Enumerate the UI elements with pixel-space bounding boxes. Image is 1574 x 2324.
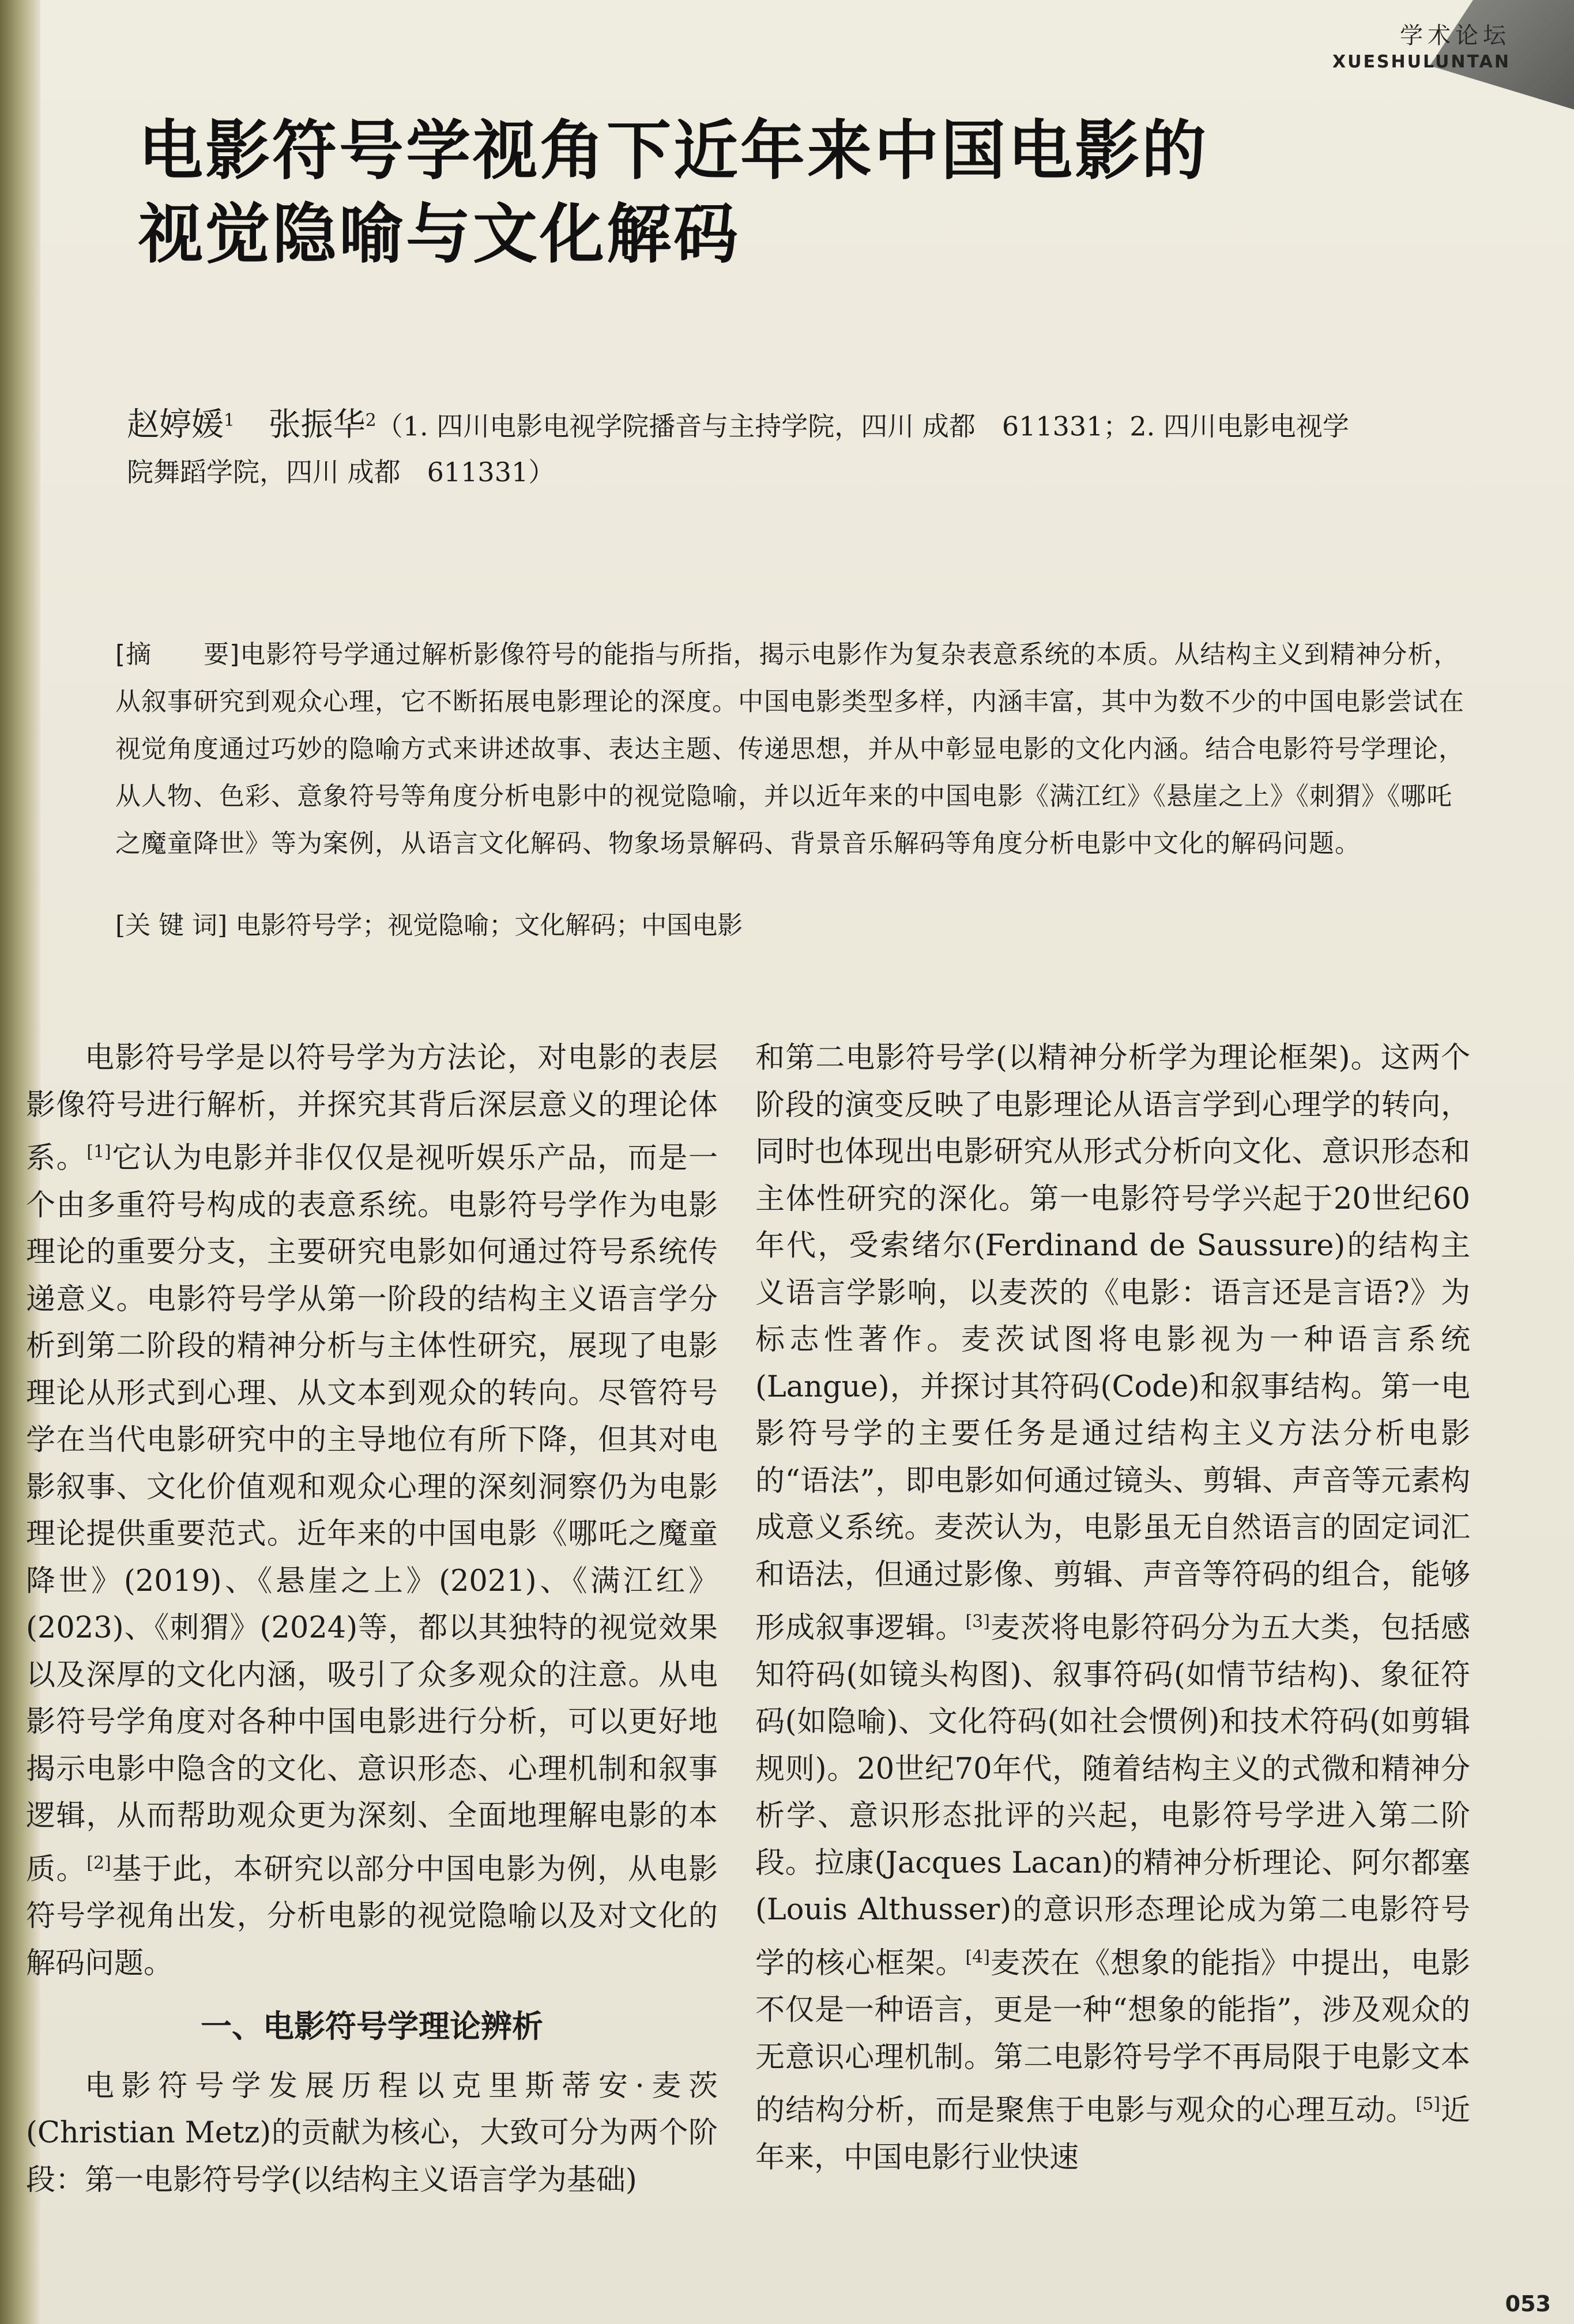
citation-1: [1] (86, 1142, 111, 1162)
citation-3: [3] (965, 1612, 990, 1632)
citation-4: [4] (965, 1946, 990, 1967)
section-heading-1: 一、电影符号学理论辨析 (201, 2008, 543, 2044)
body-column-left (26, 1035, 718, 2204)
paragraph-text: 近年来，中国电影行业快速 (755, 2093, 1470, 2175)
paragraph-text: 和第二电影符号学(以精神分析学为理论框架)。这两个阶段的演变反映了电影理论从语言学到心理学的转向，同时也体现出电影研究从形式分析向文化、意识形态和主体性研究的深化。第一电影符号学兴起于20世纪60年代，受索绪尔(Ferdinand de Saussure)的结构主义语言学影响，以麦茨的《电影：语言还是言语?》为标志性著作。麦茨试图将电影视为一种语言系统(Langue)，并探讨其符码(Code)和叙事结构。第一电影符号学的主要任务是通过结构主义方法分析电影的“语法”，即电影如何通过镜头、剪辑、声音等元素构成意义系统。麦茨认为，电影虽无自然语言的固定词汇和语法，但通过影像、剪辑、声音等符码的组合，能够形成叙事逻辑。 (755, 1041, 1470, 1645)
article-title (138, 110, 1407, 277)
paragraph-continued (755, 1035, 1470, 2181)
affiliation-line-1: （1. 四川电影电视学院播音与主持学院，四川 成都 611331；2. 四川电影电视学 (376, 410, 1349, 442)
paragraph-text: 基于此，本研究以部分中国电影为例，从电影符号学视角出发，分析电影的视觉隐喻以及对文化的解码问题。 (26, 1852, 718, 1980)
title-line-2: 视觉隐喻与文化解码 (138, 197, 740, 272)
author-1: 赵婷媛 (127, 406, 224, 444)
keywords (115, 902, 1464, 949)
keywords-text: 电影符号学；视觉隐喻；文化解码；中国电影 (235, 911, 743, 940)
keywords-label: [关 键 词] (115, 911, 228, 940)
page-number: 053 (1505, 2291, 1551, 2317)
paragraph-metz: 电影符号学发展历程以克里斯蒂安·麦茨(Christian Metz)的贡献为核心，大致可分为两个阶段：第一电影符号学(以结构主义语言学为基础) (26, 2069, 718, 2197)
author-2: 张振华 (268, 406, 366, 444)
title-line-1: 电影符号学视角下近年来中国电影的 (138, 114, 1208, 188)
author-1-sup: 1 (224, 410, 235, 431)
author-2-sup: 2 (365, 410, 376, 431)
abstract-text: 电影符号学通过解析影像符号的能指与所指，揭示电影作为复杂表意系统的本质。从结构主义到精神分析，从叙事研究到观众心理，它不断拓展电影理论的深度。中国电影类型多样，内涵丰富，其中为数不少的中国电影尝试在视觉角度通过巧妙的隐喻方式来讲述故事、表达主题、传递思想，并从中彰显电影的文化内涵。结合电影符号学理论，从人物、色彩、意象符号等角度分析电影中的视觉隐喻，并以近年来的中国电影《满江红》《悬崖之上》《刺猬》《哪吒之魔童降世》等为案例，从语言文化解码、物象场景解码、背景音乐解码等角度分析电影中文化的解码问题。 (115, 640, 1464, 858)
paragraph-text: 麦茨将电影符码分为五大类，包括感知符码(如镜头构图)、叙事符码(如情节结构)、象征符码(如隐喻)、文化符码(如社会惯例)和技术符码(如剪辑规则)。20世纪70年代，随着结构主义的式微和精神分析学、意识形态批评的兴起，电影符号学进入第二阶段。拉康(Jacques Lacan)的精神分析理论、阿尔都塞(Louis Althusser)的意识形态理论成为第二电影符号学的核心框架。 (755, 1611, 1470, 1980)
body-column-right (755, 1035, 1470, 2181)
paragraph-text: 麦茨在《想象的能指》中提出，电影不仅是一种语言，更是一种“想象的能指”，涉及观众的无意识心理机制。第二电影符号学不再局限于电影文本的结构分析，而是聚焦于电影与观众的心理互动。 (755, 1946, 1470, 2127)
paragraph-text: 它认为电影并非仅仅是视听娱乐产品，而是一个由多重符号构成的表意系统。电影符号学作为电影理论的重要分支，主要研究电影如何通过符号系统传递意义。电影符号学从第一阶段的结构主义语言学分析到第二阶段的精神分析与主体性研究，展现了电影理论从形式到心理、从文本到观众的转向。尽管符号学在当代电影研究中的主导地位有所下降，但其对电影叙事、文化价值观和观众心理的深刻洞察仍为电影理论提供重要范式。近年来的中国电影《哪吒之魔童降世》(2019)、《悬崖之上》(2021)、《满江红》(2023)、《刺猬》(2024)等，都以其独特的视觉效果以及深厚的文化内涵，吸引了众多观众的注意。从电影符号学角度对各种中国电影进行分析，可以更好地揭示电影中隐含的文化、意识形态、心理机制和叙事逻辑，从而帮助观众更为深刻、全面地理解电影的本质。 (26, 1141, 718, 1887)
affiliation-line-2: 院舞蹈学院，四川 成都 611331） (127, 456, 555, 488)
citation-2: [2] (86, 1853, 111, 1873)
abstract (115, 631, 1464, 867)
paragraph-intro (26, 1035, 718, 1987)
paragraph-text: 电影符号学是以符号学为方法论，对电影的表层影像符号进行解析，并探究其背后深层意义的理论体系。 (26, 1041, 718, 1175)
section-name-en: XUESHULUNTAN (1332, 52, 1511, 72)
citation-5: [5] (1415, 2094, 1440, 2114)
author-block (127, 398, 1470, 495)
abstract-label: [摘 要] (115, 640, 240, 669)
section-name-cn: 学术论坛 (1400, 22, 1511, 49)
